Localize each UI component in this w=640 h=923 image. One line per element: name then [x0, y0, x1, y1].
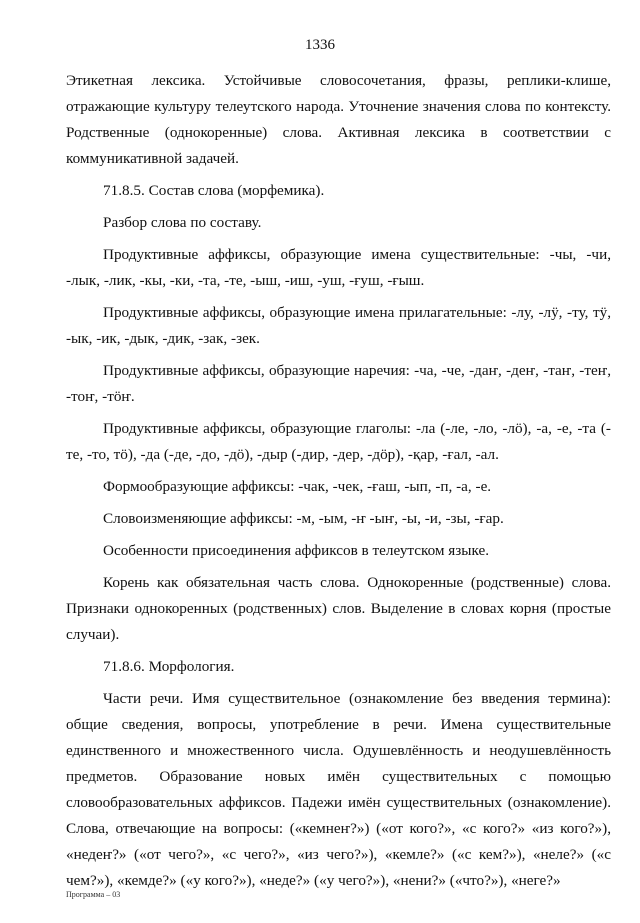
- paragraph-inflectional-affixes: Словоизменяющие аффиксы: -м, -ым, -ҥ -ыҥ, -ы, -и, -зы, -ғар.: [103, 510, 504, 527]
- page-number: 1336: [305, 37, 335, 53]
- paragraph-root: Корень как обязательная часть слова. Однокоренные (родственные) слова. Признаки однокоренных (родственных) слов. Выделение в словах корня (простые случаи).: [66, 574, 611, 643]
- paragraph-parts-of-speech: Части речи. Имя существительное (ознакомление без введения термина): общие сведения, вопросы, употребление в речи. Имена существительные единственного и множественного числа. Одушевлённость и неодушевлённость предметов. Образование новых имён существительных с помощью словообразовательных аффиксов. Падежи имён существительных (ознакомление). Слова, отвечающие на вопросы: («кемнеҥ?») («от кого?», «с кого?» «из кого?»), «недеҥ?» («от чего?», «с чего?», «из чего?»), «кемле?» («с кем?»), «нелe?» («с чем?»), «кемде?» («у кого?»), «неде?» («у чего?»), «нени?» («что?»), «неге?»: [66, 690, 611, 889]
- section-heading-morphemics: 71.8.5. Состав слова (морфемика).: [103, 182, 325, 199]
- paragraph-lexicon: Этикетная лексика. Устойчивые словосочетания, фразы, реплики-клише, отражающие культуру телеутского народа. Уточнение значения слова по контексту. Родственные (однокоренные) слова. Активная лексика в соответствии с коммуникативной задачей.: [66, 72, 611, 167]
- paragraph-adverb-affixes: Продуктивные аффиксы, образующие наречия: -ча, -че, -даҥ, -деҥ, -таҥ, -теҥ, -тоҥ, -тӧҥ.: [66, 362, 611, 405]
- paragraph-affix-features: Особенности присоединения аффиксов в телеутском языке.: [103, 542, 490, 559]
- paragraph-noun-affixes: Продуктивные аффиксы, образующие имена существительные: -чы, -чи, -лык, -лик, -кы, -ки, -та, -те, -ыш, -иш, -уш, -ғуш, -ғыш.: [66, 246, 611, 289]
- section-heading-morphology: 71.8.6. Морфология.: [103, 658, 235, 675]
- document-body: [66, 68, 611, 894]
- paragraph-verb-affixes: Продуктивные аффиксы, образующие глаголы: -ла (-ле, -ло, -лӧ), -а, -е, -та (-те, -то, тӧ), -да (-де, -до, -дӧ), -дыр (-дир, -дер, -дӧр), -қар, -ғал, -ал.: [66, 420, 611, 463]
- paragraph-formative-affixes: Формообразующие аффиксы: -чак, -чек, -ғаш, -ып, -п, -а, -е.: [103, 478, 492, 495]
- footer-label: Программа – 03: [66, 890, 121, 899]
- paragraph-adjective-affixes: Продуктивные аффиксы, образующие имена прилагательные: -лу, -лӱ, -ту, тӱ, -ык, -ик, -дык, -дик, -зак, -зек.: [66, 304, 611, 347]
- paragraph-word-parsing: Разбор слова по составу.: [103, 214, 262, 231]
